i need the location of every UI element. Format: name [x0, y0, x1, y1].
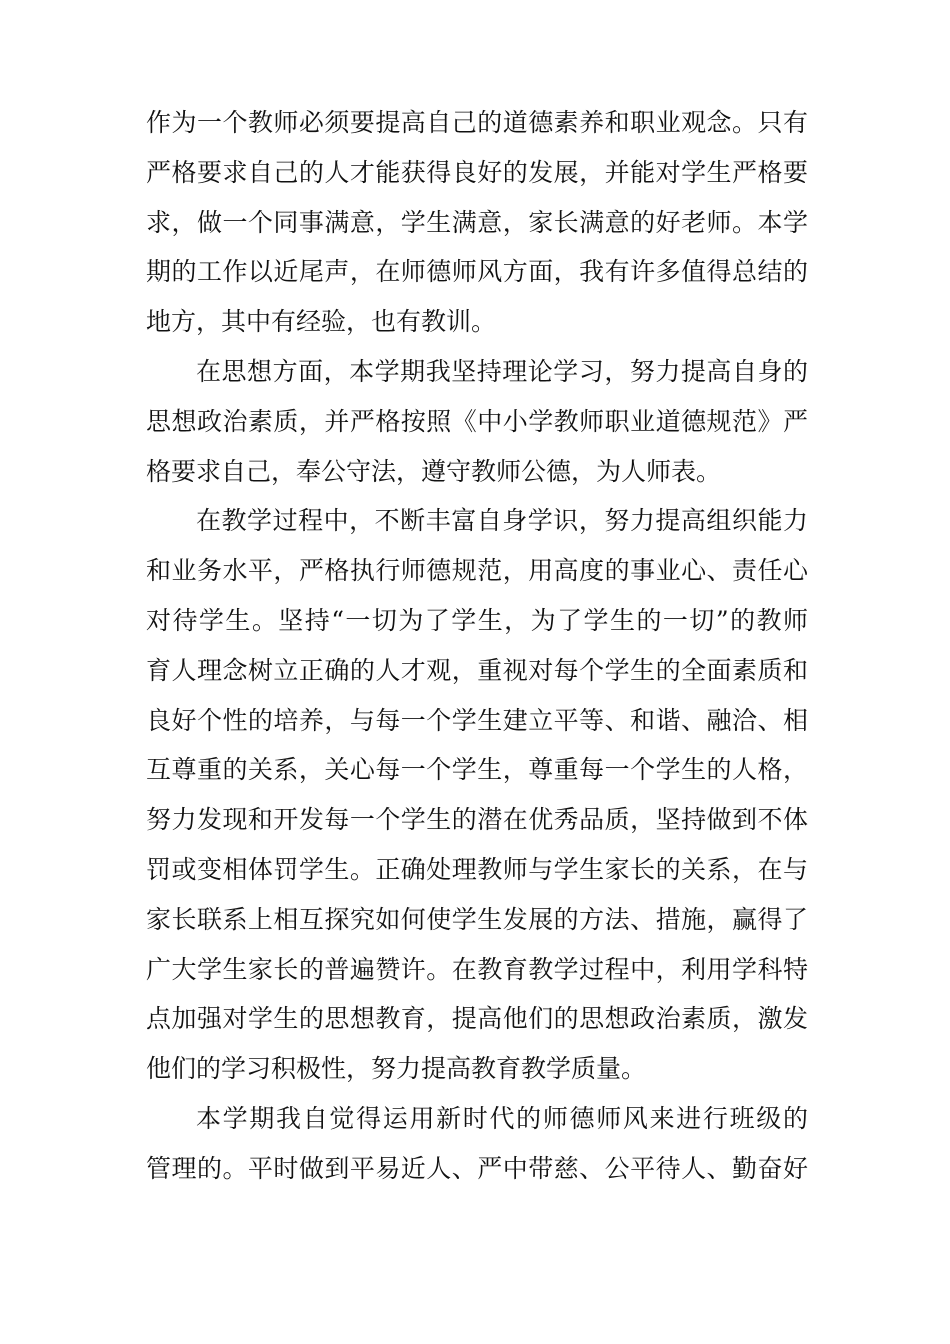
- text-line: 他们的学习积极性，努力提高教育教学质量。: [146, 1054, 647, 1084]
- text-line: 对待学生。坚持“一切为了学生，为了学生的一切”的教师: [146, 605, 808, 635]
- text-line: 管理的。平时做到平易近人、严中带慈、公平待人、勤奋好: [146, 1153, 808, 1183]
- text-line: 地方，其中有经验，也有教训。: [146, 307, 497, 337]
- text-line: 思想政治素质，并严格按照《中小学教师职业道德规范》严: [146, 406, 808, 436]
- text-line: 作为一个教师必须要提高自己的道德素养和职业观念。只有: [146, 108, 808, 137]
- text-line: 在教学过程中，不断丰富自身学识，努力提高组织能力: [196, 506, 808, 536]
- text-line: 严格要求自己的人才能获得良好的发展，并能对学生严格要: [146, 157, 808, 187]
- paragraph-3: [146, 496, 808, 1094]
- text-line: 良好个性的培养，与每一个学生建立平等、和谐、融洽、相: [146, 705, 808, 735]
- paragraph-1: [146, 98, 808, 347]
- text-line: 本学期我自觉得运用新时代的师德师风来进行班级的: [196, 1103, 808, 1133]
- document-page: [146, 98, 808, 1194]
- text-line: 广大学生家长的普遍赞许。在教育教学过程中，利用学科特: [146, 954, 808, 984]
- text-line: 求，做一个同事满意，学生满意，家长满意的好老师。本学: [146, 207, 808, 237]
- text-line: 期的工作以近尾声，在师德师风方面，我有许多值得总结的: [146, 257, 808, 287]
- paragraph-2: [146, 347, 808, 496]
- text-line: 点加强对学生的思想教育，提高他们的思想政治素质，激发: [146, 1004, 808, 1034]
- text-line: 在思想方面，本学期我坚持理论学习，努力提高自身的: [196, 356, 808, 386]
- text-line: 和业务水平，严格执行师德规范，用高度的事业心、责任心: [146, 556, 808, 586]
- text-line: 互尊重的关系，关心每一个学生，尊重每一个学生的人格，: [146, 755, 808, 785]
- text-line: 家长联系上相互探究如何使学生发展的方法、措施，赢得了: [146, 904, 808, 934]
- text-line: 格要求自己，奉公守法，遵守教师公德，为人师表。: [146, 456, 722, 486]
- text-line: 努力发现和开发每一个学生的潜在优秀品质，坚持做到不体: [146, 805, 808, 835]
- text-line: 育人理念树立正确的人才观，重视对每个学生的全面素质和: [146, 655, 808, 685]
- text-line: 罚或变相体罚学生。正确处理教师与学生家长的关系，在与: [146, 854, 808, 884]
- paragraph-4: [146, 1094, 808, 1194]
